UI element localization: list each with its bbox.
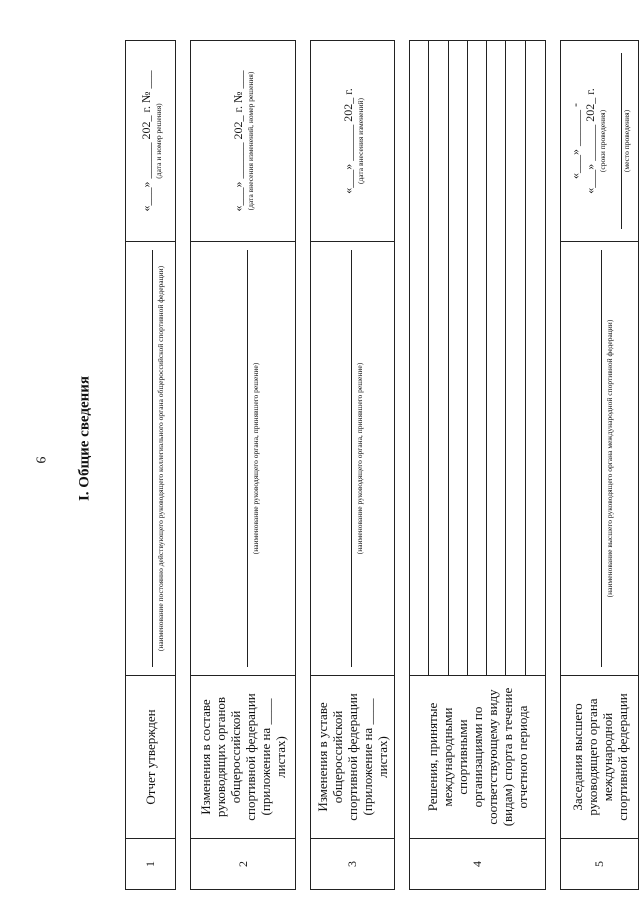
row-number: 4 [410,839,546,890]
date-template: «___» ______ 202_ г. [340,88,355,194]
row-number: 2 [191,839,296,890]
table-row [191,41,296,890]
row-label: Изменения в составе руководящих органов общероссийской спортивной федерации (приложение на ____ листах) [191,676,296,839]
general-info-table [125,40,639,890]
date-caption: (сроки проведения) [598,109,607,173]
row-number: 3 [311,839,395,890]
field-caption: (наименование руководящего органа, принявшего решение) [251,362,260,555]
date-caption: (дата и номер решения) [153,103,163,179]
section-title: I. Общие сведения [76,375,93,502]
date-field[interactable] [191,41,296,242]
date-field[interactable] [311,41,395,242]
meeting-dates-field[interactable] [561,41,639,242]
place-line[interactable] [607,53,622,229]
row-label: Изменения в уставе общероссийской спортивной федерации (приложение на ____ листах) [311,676,395,839]
organ-name-field[interactable] [561,242,639,676]
table-row [126,41,176,890]
page-number: 9 [32,456,48,464]
organ-name-field[interactable] [126,242,176,676]
row-number: 5 [561,839,639,890]
field-caption: (наименование руководящего органа, принявшего решение) [355,362,364,555]
table-row [311,41,395,890]
organ-name-field[interactable] [311,242,395,676]
date-field[interactable] [126,41,176,242]
date-template-start: «___» ______ - [568,103,582,179]
date-template: «___» ______ 202_ г. № ___ [138,70,153,212]
table-row [561,41,639,890]
field-caption: (наименование постоянно действующего руководящего коллегиального органа общероссийской спортивной федерации) [156,265,165,652]
table-row [410,41,546,890]
form-sheet [125,40,631,890]
ruled-lines [410,41,545,675]
form-table-area [125,40,631,890]
row-label: Отчет утвержден [126,676,176,839]
row-label: Заседания высшего руководящего органа международной спортивной федерации [561,676,639,839]
organ-name-field[interactable] [191,242,296,676]
date-caption: (дата внесения изменений, номер решения) [246,71,255,211]
field-caption: (наименование высшего руководящего органа международной спортивной федерации) [605,319,614,598]
date-caption: (дата внесения изменений) [355,97,365,185]
place-caption: (место проведения) [622,109,631,173]
row-label: Решения, принятые международными спортивными организациями по соответствующему виду (видам) спорта в течение отчетного периода [410,676,546,839]
row-number: 1 [126,839,176,890]
decisions-lines-field[interactable] [410,41,546,676]
date-template-end: «___» ______ 202_ г. [583,88,597,194]
date-template: «___» ______ 202_ г. № ___ [231,70,245,212]
